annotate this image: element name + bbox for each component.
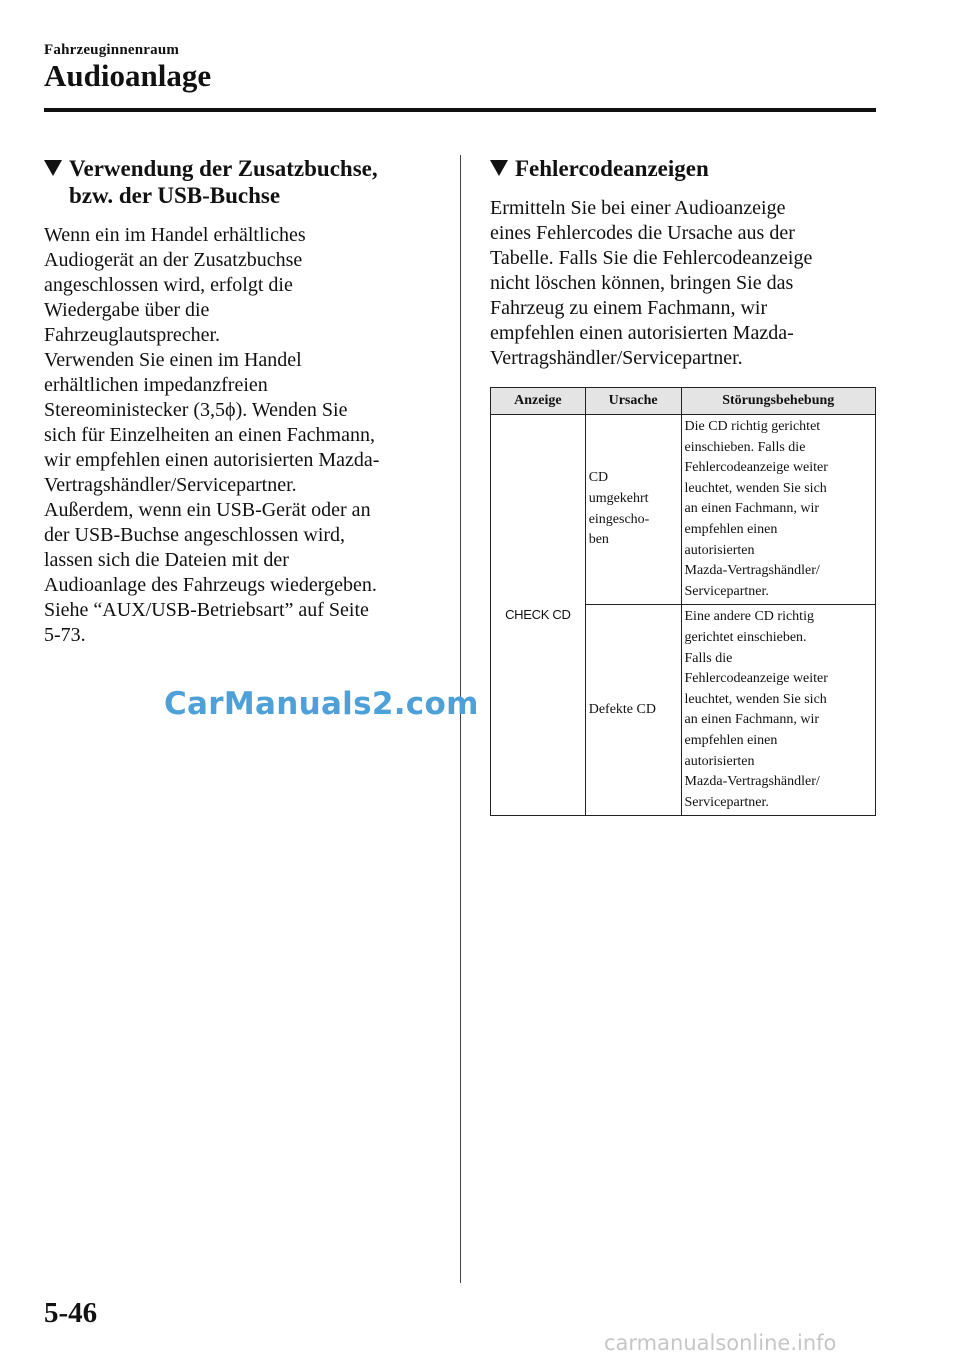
header-divider (44, 108, 876, 112)
aux-usb-paragraph: Wenn ein im Handel erhältliches Audiogerät an der Zusatzbuchse angeschlossen wird, erfolgt die Wiedergabe über die Fahrzeuglautsprecher. Verwenden Sie einen im Handel erhältlichen impedanzfreien Stereoministecker (3,5ϕ). Wenden Sie sich für Einzelheiten an einen Fachmann, wir empfehlen einen autorisierten Mazda- Vertragshändler/Servicepartner. Außerdem, wenn ein USB-Gerät oder an der USB-Buchse angeschlossen wird, lassen sich die Dateien mit der Audioanlage des Fahrzeugs wiedergeben. Siehe “AUX/USB-Betriebsart” auf Seite 5-73. (44, 224, 380, 646)
triangle-marker-icon (44, 160, 62, 176)
ursache-cell: CD umgekehrt eingescho- ben (585, 415, 681, 605)
watermark-logo: CarManuals2.com (164, 686, 479, 722)
column-header-anzeige: Anzeige (491, 388, 586, 415)
page-title: Audioanlage (44, 58, 212, 93)
section-heading-aux-usb (44, 155, 434, 209)
section-heading-text: Verwendung der Zusatzbuchse, bzw. der USB-Buchse (69, 156, 378, 208)
column-header-stoerungsbehebung: Störungsbehebung (681, 388, 876, 415)
ursache-cell: Defekte CD (585, 605, 681, 816)
anzeige-cell: CHECK CD (491, 415, 586, 816)
behebung-cell: Die CD richtig gerichtet einschieben. Falls die Fehlercodeanzeige weiter leuchtet, wenden Sie sich an einen Fachmann, wir empfehlen einen autorisierten Mazda-Vertragshändler/ Servicepartner. (681, 415, 876, 605)
right-column (490, 155, 876, 816)
column-header-ursache: Ursache (585, 388, 681, 415)
section-heading-text: Fehlercodeanzeigen (515, 156, 709, 181)
left-column (44, 155, 434, 648)
error-code-table (490, 387, 876, 816)
error-codes-paragraph: Ermitteln Sie bei einer Audioanzeige eines Fehlercodes die Ursache aus der Tabelle. Falls Sie die Fehlercodeanzeige nicht löschen können, bringen Sie das Fahrzeug zu einem Fachmann, wir empfehlen einen autorisierten Mazda- Vertragshändler/Servicepartner. (490, 197, 813, 369)
footer-site-watermark: carmanualsonline.info (604, 1331, 837, 1355)
page-number: 5-46 (44, 1297, 98, 1329)
section-heading-error-codes (490, 155, 876, 182)
triangle-marker-icon (490, 160, 508, 176)
table-row (491, 415, 876, 605)
chapter-label: Fahrzeuginnenraum (44, 42, 180, 58)
behebung-cell: Eine andere CD richtig gerichtet einschieben. Falls die Fehlercodeanzeige weiter leuchtet, wenden Sie sich an einen Fachmann, wir empfehlen einen autorisierten Mazda-Vertragshändler/ Servicepartner. (681, 605, 876, 816)
table-header-row (491, 388, 876, 415)
